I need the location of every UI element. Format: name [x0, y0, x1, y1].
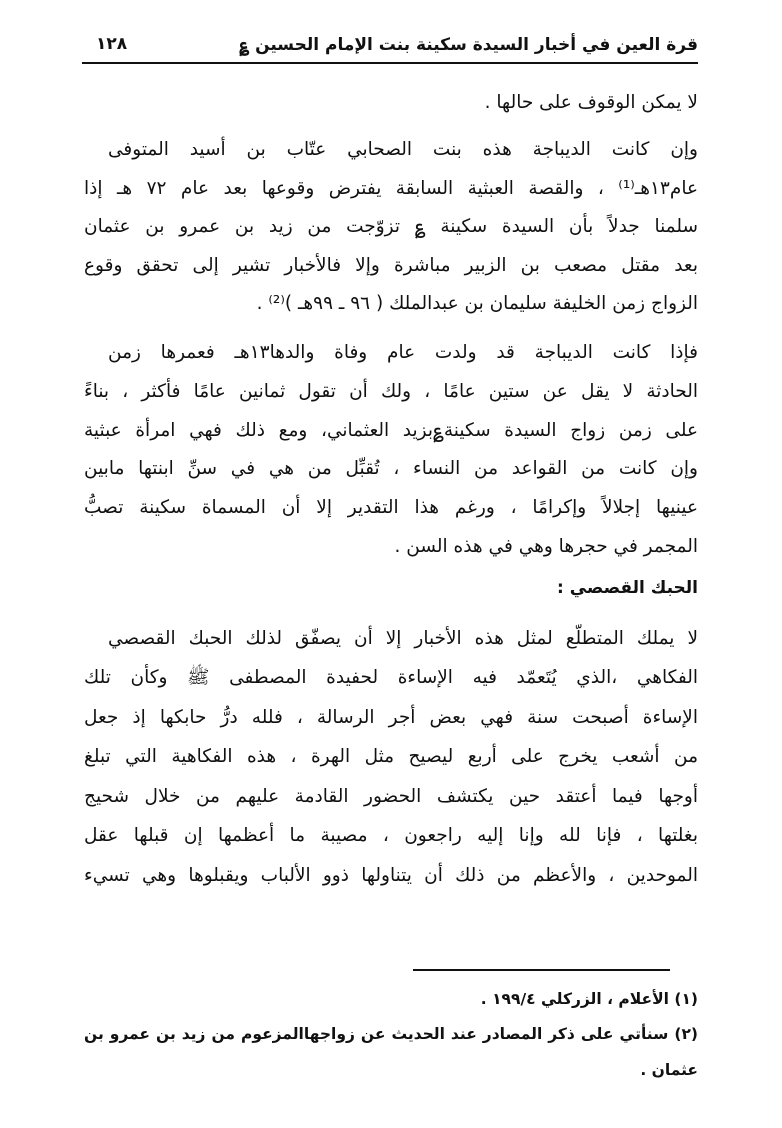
footnote-separator	[413, 969, 670, 971]
text-line: وإن كانت من القواعد من النساء ، تُقبِّل من هي في سنِّ ابنتها مابين	[84, 458, 698, 479]
footnote-2-continued: عثمان .	[640, 1061, 698, 1079]
page-number: ١٢٨	[96, 34, 128, 54]
text-line: من أشعب يخرج على أربع ليصيح مثل الهرة ، هذه الفكاهية التي تبلغ	[84, 746, 698, 767]
text-line: المجمر في حجرها وهي في هذه السن .	[394, 536, 698, 557]
text-line: بعد مقتل مصعب بن الزبير مباشرة وإلا فالأخبار تشير إلى تحقق وقوع	[84, 255, 698, 276]
text-line: عام١٣هـ⁽¹⁾ ، والقصة العبثية السابقة يفترض وقوعها بعد عام ٧٢ هـ إذا	[84, 178, 698, 199]
text-line: الإساءة أصبحت سنة فهي بعض أجر الرسالة ، فلله درُّ حابكها إذ جعل	[84, 707, 698, 728]
text-line: عينيها إجلالاً وإكرامًا ، ورغم هذا التقدير إلا أن المسماة سكينة تصبُّ	[84, 497, 698, 518]
header-rule	[82, 62, 698, 64]
text-line: أوجها فيما أعتقد حين يكتشف الحضور القادمة عليهم من خلال شحيج	[84, 786, 698, 807]
text-line: الفكاهي ،الذي يُتَعمّد فيه الإساءة لحفيدة المصطفى ﷺ وكأن تلك	[84, 667, 698, 688]
text-line: لا يمكن الوقوف على حالها .	[484, 92, 698, 113]
section-heading: الحبك القصصي :	[556, 578, 698, 598]
text-line: الموحدين ، والأعظم من ذلك أن يتناولها ذوو الألباب ويقبلوها وهي تسيء	[84, 865, 698, 886]
footnote-2: (٢) سنأتي على ذكر المصادر عند الحديث عن زواجهاالمزعوم من زيد بن عمرو بن	[84, 1025, 698, 1043]
text-line: الحادثة لا يقل عن ستين عامًا ، ولك أن تقول ثمانين عامًا فأكثر ، بناءً	[84, 381, 698, 402]
footnote-1: (١) الأعلام ، الزركلي ١٩٩/٤ .	[480, 990, 698, 1008]
text-line: فإذا كانت الديباجة قد ولدت عام وفاة والدها١٣هـ فعمرها زمن	[108, 342, 698, 363]
text-line: الزواج زمن الخليفة سليمان بن عبدالملك ( ٩٦ ـ ٩٩هـ )⁽²⁾ .	[256, 293, 698, 314]
text-line: سلمنا جدلاً بأن السيدة سكينة ؏ تزوّجت من زيد بن عمرو بن عثمان	[84, 216, 698, 237]
text-line: لا يملك المتطلّع لمثل هذه الأخبار إلا أن يصفّق لذلك الحبك القصصي	[108, 628, 698, 649]
book-title: قرة العين في أخبار السيدة سكينة بنت الإمام الحسين ؏	[239, 35, 698, 55]
text-line: بغلتها ، فإنا لله وإنا إليه راجعون ، مصيبة ما أعظمها إن قبلها عقل	[84, 825, 698, 846]
text-line: على زمن زواج السيدة سكينة؏بزيد العثماني، ومع ذلك فهي امرأة عبثية	[84, 420, 698, 441]
text-line: وإن كانت الديباجة هذه بنت الصحابي عتّاب بن أسيد المتوفى	[108, 139, 698, 160]
